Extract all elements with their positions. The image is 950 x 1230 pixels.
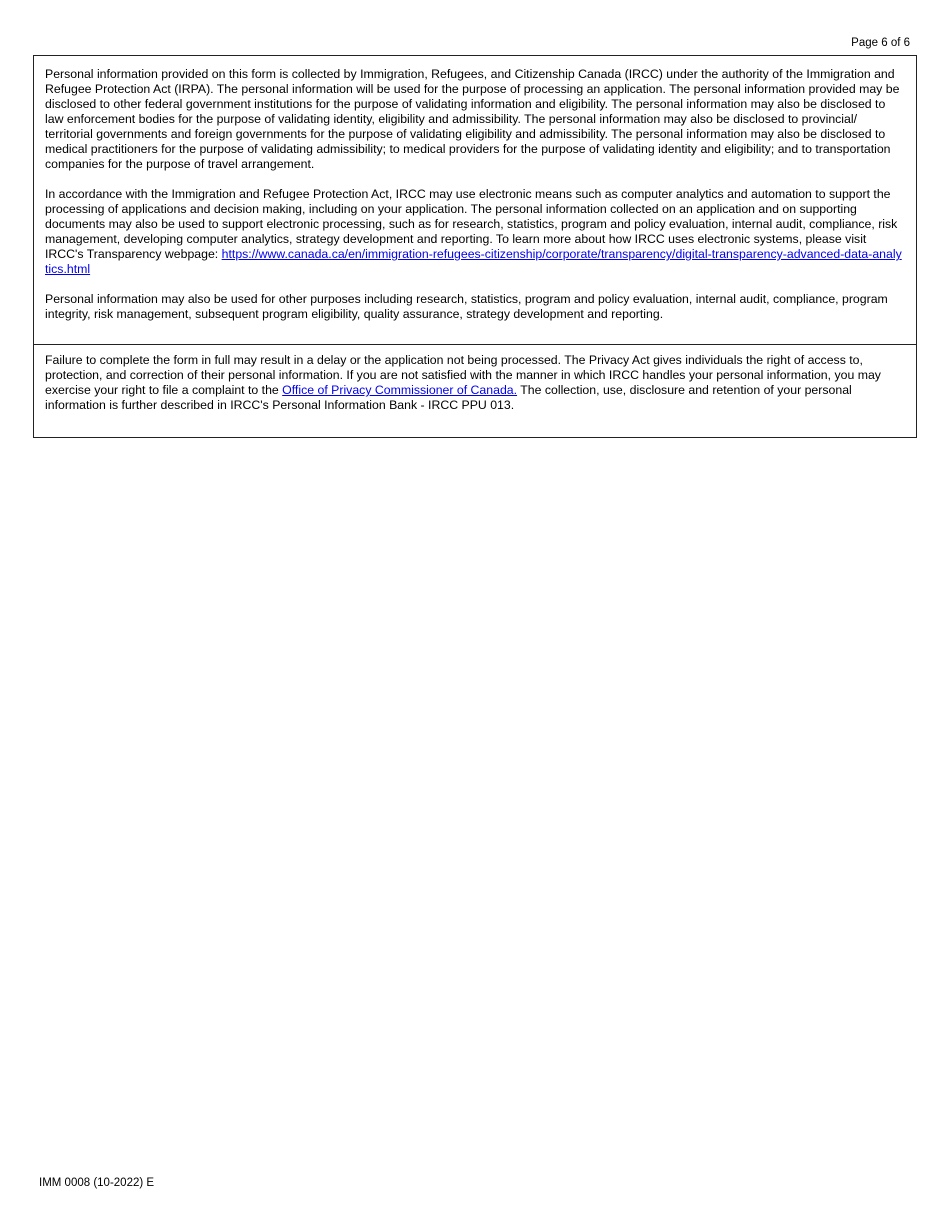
privacy-rights-paragraph xyxy=(45,353,905,413)
electronic-processing-text: In accordance with the Immigration and Refugee Protection Act, IRCC may use electronic means such as computer analytics and automation to support the processing of applications and decision making, including on your application. The personal information collected on an application and on supporting documents may also be used to support electronic processing, such as for research, statistics, program and policy evaluation, internal audit, compliance, risk management, developing computer analytics, strategy development and reporting. To learn more about how IRCC uses electronic systems, please visit IRCC's Transparency webpage: xyxy=(45,187,898,261)
privacy-rights-text: Failure to complete the form in full may result in a delay or the application not being processed. The Privacy Act gives individuals the right of access to, protection, and correction of their personal information. If you are not satisfied with the manner in which IRCC handles your personal information, you may exercise your right to file a complaint to the xyxy=(45,353,881,397)
privacy-notice-box xyxy=(33,55,917,438)
privacy-notice-section xyxy=(34,56,916,344)
form-code: IMM 0008 (10-2022) E xyxy=(39,1177,155,1189)
electronic-processing-paragraph xyxy=(45,187,905,277)
collection-paragraph: Personal information provided on this form is collected by Immigration, Refugees, and Citizenship Canada (IRCC) under the authority of the Immigration and Refugee Protection Act (IRPA). The personal information will be used for the purpose of processing an application. The personal information provided may be disclosed to other federal government institutions for the purpose of validating information and eligibility. The personal information may also be disclosed to law enforcement bodies for the purpose of validating identity, eligibility and admissibility. The personal information may also be disclosed to provincial/ territorial governments and foreign governments for the purpose of validating eligibility and admissibility. The personal information may also be disclosed to medical practitioners for the purpose of validating admissibility; to medical providers for the purpose of validating identity and eligibility; and to transportation companies for the purpose of travel arrangement. xyxy=(45,67,900,171)
privacy-rights-section xyxy=(34,344,916,437)
transparency-webpage-link[interactable]: https://www.canada.ca/en/immigration-refugees-citizenship/corporate/transparency/digital-transparency-advanced-data-analytics.html xyxy=(45,247,902,276)
page-number: Page 6 of 6 xyxy=(851,37,910,49)
privacy-rights-text-end: The collection, use, disclosure and retention of your personal information is further described in IRCC's Personal Information Bank - IRCC PPU 013. xyxy=(45,383,852,412)
other-purposes-paragraph: Personal information may also be used for other purposes including research, statistics, program and policy evaluation, internal audit, compliance, program integrity, risk management, subsequent program eligibility, quality assurance, strategy development and reporting. xyxy=(45,292,888,321)
privacy-commissioner-link[interactable]: Office of Privacy Commissioner of Canada. xyxy=(282,383,518,397)
